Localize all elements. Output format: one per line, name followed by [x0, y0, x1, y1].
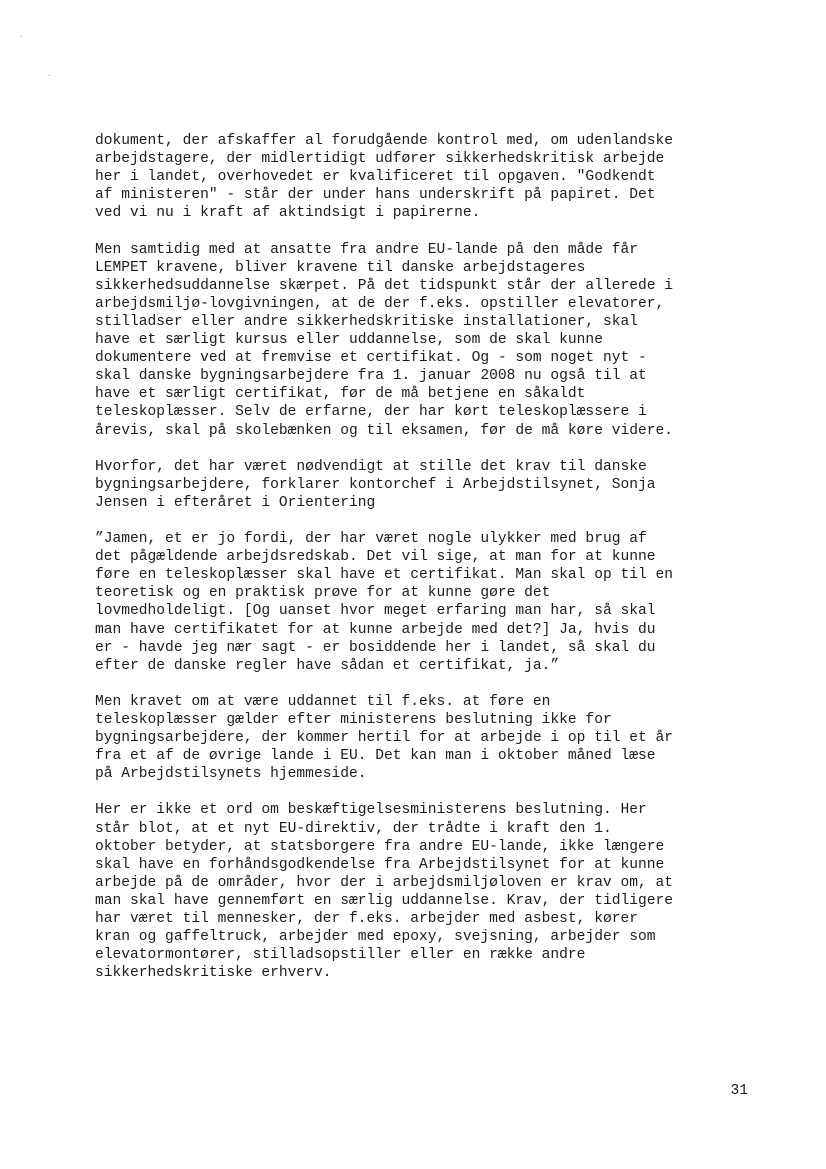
- text-line: dokumentere ved at fremvise et certifikat. Og - som noget nyt -: [95, 350, 647, 367]
- text-line: ved vi nu i kraft af aktindsigt i papirerne.: [95, 205, 481, 222]
- text-line: arbejdstagere, der midlertidigt udfører sikkerhedskritisk arbejde: [95, 151, 665, 168]
- body-text: [95, 132, 755, 1001]
- text-line: teleskoplæsser. Selv de erfarne, der har kørt teleskoplæssere i: [95, 404, 647, 421]
- text-line: Her er ikke et ord om beskæftigelsesministerens beslutning. Her: [95, 802, 647, 819]
- text-line: bygningsarbejdere, der kommer hertil for at arbejde i op til et år: [95, 730, 674, 747]
- text-line: årevis, skal på skolebænken og til eksamen, før de må køre videre.: [95, 422, 674, 439]
- text-line: sikkerhedsuddannelse skærpet. På det tidspunkt står der allerede i: [95, 277, 674, 294]
- paragraph: [95, 801, 755, 982]
- text-line: har været til mennesker, der f.eks. arbejder med asbest, kører: [95, 911, 638, 928]
- text-line: have et særligt certifikat, før de må betjene en såkaldt: [95, 386, 586, 403]
- text-line: oktober betyder, at statsborgere fra andre EU-lande, ikke længere: [95, 838, 665, 855]
- scan-speck: [20, 36, 22, 37]
- text-line: her i landet, overhovedet er kvalificeret til opgaven. "Godkendt: [95, 169, 656, 186]
- text-line: have et særligt kursus eller uddannelse, som de skal kunne: [95, 332, 603, 349]
- page-number: 31: [730, 1083, 748, 1099]
- text-line: af ministeren" - står der under hans underskrift på papiret. Det: [95, 187, 656, 204]
- text-line: er - havde jeg nær sagt - er bosiddende her i landet, så skal du: [95, 639, 656, 656]
- text-line: står blot, at et nyt EU-direktiv, der trådte i kraft den 1.: [95, 820, 612, 837]
- text-line: man have certifikatet for at kunne arbejde med det?] Ja, hvis du: [95, 621, 656, 638]
- paragraph: [95, 458, 755, 512]
- text-line: stilladser eller andre sikkerhedskritiske installationer, skal: [95, 313, 638, 330]
- text-line: skal danske bygningsarbejdere fra 1. januar 2008 nu også til at: [95, 368, 647, 385]
- text-line: Hvorfor, det har været nødvendigt at stille det krav til danske: [95, 458, 647, 475]
- paragraph: [95, 693, 755, 783]
- text-line: arbejde på de områder, hvor der i arbejdsmiljøloven er krav om, at: [95, 874, 674, 891]
- text-line: ”Jamen, et er jo fordi, der har været nogle ulykker med brug af: [95, 531, 647, 548]
- text-line: Men samtidig med at ansatte fra andre EU-lande på den måde får: [95, 241, 638, 258]
- scan-speck: [48, 75, 50, 76]
- text-line: sikkerhedskritiske erhverv.: [95, 965, 332, 982]
- text-line: Jensen i efteråret i Orientering: [95, 494, 376, 511]
- text-line: føre en teleskoplæsser skal have et certifikat. Man skal op til en: [95, 567, 674, 584]
- text-line: dokument, der afskaffer al forudgående kontrol med, om udenlandske: [95, 133, 674, 149]
- text-line: LEMPET kravene, bliver kravene til danske arbejdstageres: [95, 259, 586, 276]
- text-line: lovmedholdeligt. [Og uanset hvor meget erfaring man har, så skal: [95, 603, 656, 620]
- paragraph: [95, 132, 755, 222]
- text-line: elevatormontører, stilladsopstiller eller en række andre: [95, 947, 586, 964]
- text-line: Men kravet om at være uddannet til f.eks. at føre en: [95, 693, 551, 710]
- text-line: arbejdsmiljø-lovgivningen, at de der f.eks. opstiller elevatorer,: [95, 295, 665, 312]
- text-line: teleskoplæsser gælder efter ministerens beslutning ikke for: [95, 712, 612, 728]
- text-line: skal have en forhåndsgodkendelse fra Arbejdstilsynet for at kunne: [95, 856, 665, 873]
- paragraph: [95, 530, 755, 675]
- text-line: det pågældende arbejdsredskab. Det vil sige, at man for at kunne: [95, 549, 656, 566]
- text-line: på Arbejdstilsynets hjemmeside.: [95, 766, 367, 783]
- text-line: kran og gaffeltruck, arbejder med epoxy, svejsning, arbejder som: [95, 929, 656, 946]
- text-line: bygningsarbejdere, forklarer kontorchef i Arbejdstilsynet, Sonja: [95, 476, 656, 493]
- text-line: fra et af de øvrige lande i EU. Det kan man i oktober måned læse: [95, 748, 656, 765]
- paragraph: [95, 241, 755, 440]
- text-line: efter de danske regler have sådan et certifikat, ja.”: [95, 657, 560, 674]
- text-line: man skal have gennemført en særlig uddannelse. Krav, der tidligere: [95, 892, 674, 909]
- text-line: teoretisk og en praktisk prøve for at kunne gøre det: [95, 585, 551, 602]
